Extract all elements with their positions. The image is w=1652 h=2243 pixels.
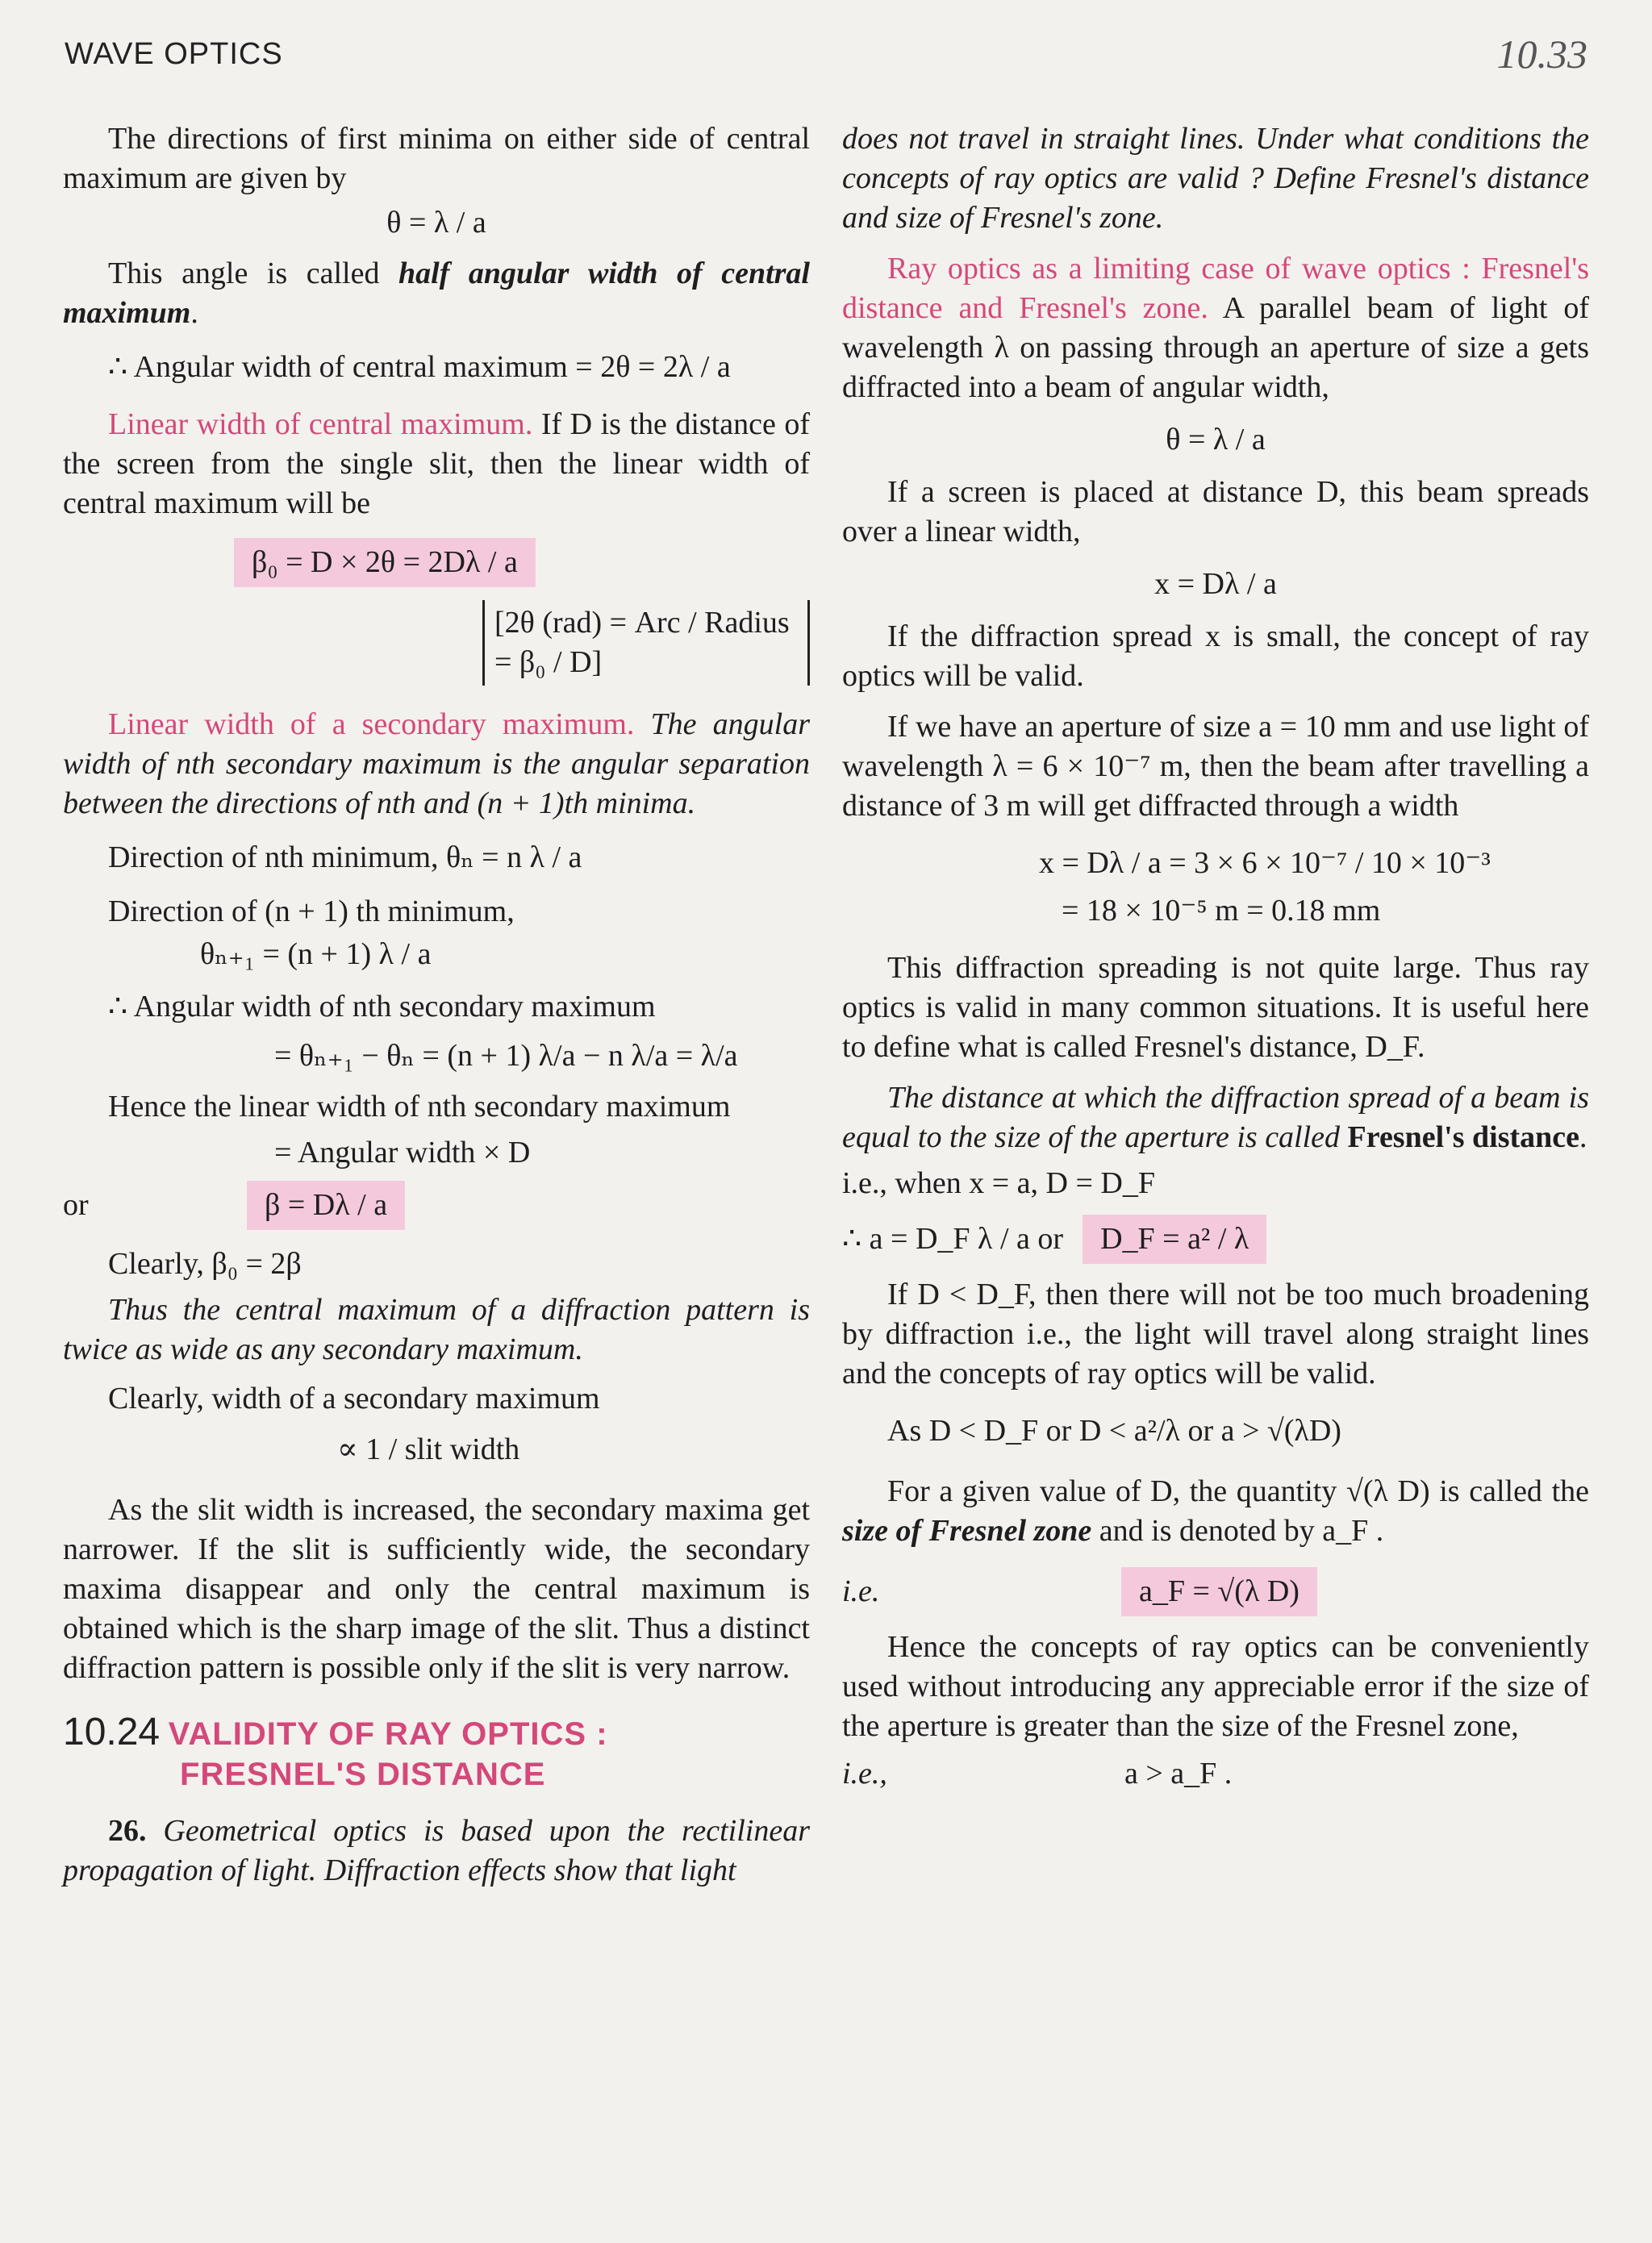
paragraph — [842, 249, 1589, 407]
section-title: FRESNEL'S DISTANCE — [180, 1757, 546, 1792]
paragraph — [842, 1078, 1589, 1157]
paragraph: i.e., when x = a, D = D_F — [842, 1166, 1155, 1200]
text: . — [1579, 1120, 1587, 1154]
equation: x = Dλ / a — [1154, 567, 1277, 601]
equation: a > a_F . — [1124, 1757, 1233, 1791]
paragraph: Hence the concepts of ray optics can be conveniently used without introducing any appreciable error if the size of the aperture is greater than the size of the Fresnel zone, — [842, 1630, 1589, 1743]
paragraph — [63, 1811, 810, 1891]
paragraph: Clearly, β₀ = 2β — [108, 1247, 302, 1281]
italic-text: does not travel in straight lines. Under what conditions the concepts of ray optics are valid ? Define Fresnel's distance and size of Fresnel's zone. — [842, 122, 1589, 235]
section-title: VALIDITY OF RAY OPTICS : — [168, 1716, 608, 1752]
equation: θ = λ / a — [386, 206, 486, 240]
paragraph: If a screen is placed at distance D, this beam spreads over a linear width, — [842, 475, 1589, 548]
emphasis: size of Fresnel zone — [842, 1514, 1092, 1548]
equation: ∴ a = D_F λ / a or — [842, 1222, 1064, 1256]
paragraph — [63, 405, 810, 523]
paragraph: Hence the linear width of nth secondary maximum — [108, 1090, 731, 1124]
or-label: or — [63, 1188, 89, 1222]
left-column — [63, 119, 810, 1891]
paragraph: Direction of nth minimum, θₙ = n λ / a — [108, 840, 582, 874]
question-number: 26. — [108, 1814, 147, 1848]
equation: θ = λ / a — [1166, 423, 1266, 457]
run-in-heading: Ray optics as a limiting case of wave optics : Fresnel's distance and Fresnel's zone. — [842, 252, 1589, 325]
paragraph: ∴ Angular width of central maximum = 2θ = 2λ / a — [108, 350, 731, 384]
page-number: 10.33 — [1496, 31, 1587, 77]
paragraph: This diffraction spreading is not quite large. Thus ray optics is valid in many common situations. It is useful here to define what is called Fresnel's distance, D_F. — [842, 951, 1589, 1064]
run-in-heading: Linear width of a secondary maximum. — [108, 707, 635, 741]
paragraph — [63, 705, 810, 823]
ie-label: i.e., — [842, 1757, 887, 1791]
paragraph: The directions of first minima on either side of central maximum are given by — [63, 122, 810, 195]
italic-text: Thus the central maximum of a diffraction pattern is twice as wide as any secondary maximum. — [63, 1293, 810, 1366]
text: If D is the distance of the screen from the single slit, then the linear width of central maximum will be — [63, 407, 810, 520]
bold-term: Fresnel's distance — [1347, 1120, 1579, 1154]
section-heading — [63, 1712, 810, 1795]
equation: As D < D_F or D < a²/λ or a > √(λD) — [887, 1414, 1341, 1448]
equation: ∝ 1 / slit width — [337, 1432, 520, 1466]
italic-text: The distance at which the diffraction spread of a beam is equal to the size of the aperture is called — [842, 1081, 1589, 1154]
equation: θₙ₊₁ = (n + 1) λ / a — [200, 937, 432, 971]
bracket-wrapper — [482, 600, 810, 686]
equation-row — [63, 1181, 810, 1230]
equation-box-wrapper — [234, 538, 810, 587]
paragraph: Direction of (n + 1) th minimum, — [108, 894, 515, 928]
highlighted-equation: D_F = a² / λ — [1083, 1215, 1266, 1264]
run-in-heading: Linear width of central maximum. — [108, 407, 533, 441]
paragraph — [63, 254, 810, 333]
equation: = Angular width × D — [274, 1136, 531, 1169]
paragraph: If we have an aperture of size a = 10 mm and use light of wavelength λ = 6 × 10⁻⁷ m, then the beam after travelling a distance of 3 m will get diffracted through a width — [842, 710, 1589, 823]
right-column — [842, 119, 1589, 1794]
equation: = θₙ₊₁ − θₙ = (n + 1) λ/a − n λ/a = λ/a — [274, 1039, 738, 1073]
bracket-equation: [2θ (rad) = Arc / Radius = β₀ / D] — [482, 600, 810, 686]
equation: x = Dλ / a = 3 × 6 × 10⁻⁷ / 10 × 10⁻³ — [1039, 846, 1491, 880]
paragraph: Clearly, width of a secondary maximum — [108, 1382, 600, 1415]
equation-row — [842, 1215, 1589, 1264]
text: and is denoted by a_F . — [1091, 1514, 1384, 1548]
equation-row — [842, 1567, 1589, 1616]
paragraph: If the diffraction spread x is small, the concept of ray optics will be valid. — [842, 619, 1589, 693]
emphasis: half angular width of central maximum — [63, 256, 810, 330]
text: For a given value of D, the quantity √(λ D) is called the — [887, 1474, 1589, 1508]
italic-text: Geometrical optics is based upon the rectilinear propagation of light. Diffraction effects show that light — [63, 1814, 810, 1887]
highlighted-equation: a_F = √(λ D) — [1121, 1567, 1317, 1616]
italic-text: The angular width of nth secondary maximum is the angular separation between the directions of nth and (n + 1)th minima. — [63, 707, 810, 820]
paragraph: ∴ Angular width of nth secondary maximum — [108, 990, 656, 1024]
highlighted-equation: β₀ = D × 2θ = 2Dλ / a — [234, 538, 536, 587]
paragraph: If D < D_F, then there will not be too much broadening by diffraction i.e., the light will travel along straight lines and the concepts of ray optics will be valid. — [842, 1278, 1589, 1390]
equation-row — [842, 1754, 1589, 1794]
text: A parallel beam of light of wavelength λ on passing through an aperture of size a gets diffracted into a beam of angular width, — [842, 291, 1589, 404]
highlighted-equation: β = Dλ / a — [247, 1181, 405, 1230]
paragraph — [842, 119, 1589, 238]
text: . — [190, 296, 198, 330]
text: This angle is called — [108, 256, 398, 290]
paragraph — [842, 1472, 1589, 1551]
equation: = 18 × 10⁻⁵ m = 0.18 mm — [1062, 894, 1381, 928]
running-title: WAVE OPTICS — [65, 37, 283, 71]
paragraph: As the slit width is increased, the secondary maxima get narrower. If the slit is sufficiently wide, the secondary maxima disappear and only the central maximum is obtained which is the sharp image of the slit. Thus a distinct diffraction pattern is possible only if the slit is very narrow. — [63, 1493, 810, 1685]
ie-label: i.e. — [842, 1574, 880, 1608]
paragraph — [63, 1290, 810, 1370]
section-number: 10.24 — [63, 1711, 161, 1753]
